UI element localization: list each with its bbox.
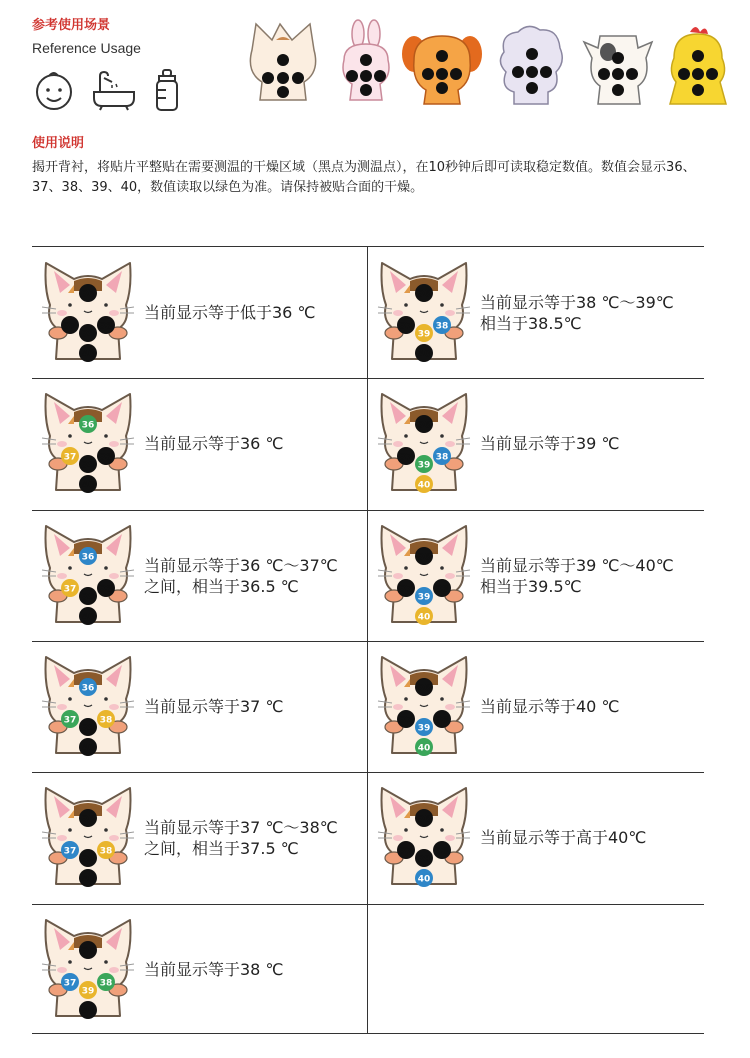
svg-text:39: 39 — [81, 592, 95, 603]
dot-40 — [79, 738, 97, 756]
reading-cell — [32, 510, 368, 641]
dot-37 — [397, 579, 415, 597]
reading-description — [144, 904, 366, 1035]
reading-cell — [32, 904, 368, 1035]
dot-38 — [97, 447, 115, 465]
svg-text:38: 38 — [435, 846, 449, 857]
reading-line: 相当于38.5℃ — [480, 313, 582, 333]
svg-text:40: 40 — [417, 874, 431, 885]
reading-cell — [32, 247, 368, 378]
dot-38 — [97, 579, 115, 597]
svg-text:39: 39 — [81, 723, 95, 734]
dot-36 — [79, 809, 97, 827]
dot-39 — [415, 718, 433, 736]
reading-line: 当前显示等于低于36 ℃ — [144, 303, 316, 322]
cow-mascot-icon — [584, 36, 652, 104]
svg-text:39: 39 — [81, 329, 95, 340]
instructions-body: 揭开背衬，将贴片平整贴在需要测温的干燥区域（黑点为测温点），在10秒钟后即可读取稳定数值。数值会显示36、37、38、39、40，数值读取以绿色为准。请保持被贴合面的干燥。 — [32, 160, 696, 195]
patch-cat-icon — [376, 653, 472, 761]
chick-mascot-icon — [670, 27, 726, 104]
reading-line: 当前显示等于39 ℃～40℃ — [480, 555, 674, 575]
svg-text:39: 39 — [81, 460, 95, 471]
svg-text:40: 40 — [417, 349, 431, 360]
svg-text:39: 39 — [417, 460, 431, 471]
svg-text:36: 36 — [81, 289, 95, 300]
usage-title: 参考使用场景 — [32, 18, 111, 33]
svg-text:40: 40 — [81, 1006, 95, 1017]
dot-39 — [79, 718, 97, 736]
patch-cat-icon — [376, 259, 472, 367]
svg-text:36: 36 — [81, 683, 95, 694]
svg-text:37: 37 — [399, 584, 413, 595]
reading-line: 当前显示等于36 ℃～37℃ — [144, 555, 338, 575]
dot-40 — [79, 1001, 97, 1019]
svg-text:40: 40 — [81, 480, 95, 491]
svg-text:38: 38 — [435, 584, 449, 595]
reading-cell — [368, 378, 704, 509]
dot-36 — [79, 284, 97, 302]
svg-text:36: 36 — [417, 683, 431, 694]
svg-text:37: 37 — [399, 846, 413, 857]
reading-description — [144, 772, 366, 903]
instructions-title: 使用说明 — [32, 136, 85, 151]
dot-40 — [415, 475, 433, 493]
reading-line: 当前显示等于40 ℃ — [480, 697, 620, 716]
dot-37 — [397, 447, 415, 465]
dot-38 — [97, 316, 115, 334]
svg-text:39: 39 — [417, 592, 431, 603]
patch-cat-icon — [376, 522, 472, 630]
dot-40 — [415, 869, 433, 887]
dot-39 — [415, 324, 433, 342]
reading-description — [480, 510, 702, 641]
patch-cat-icon — [40, 390, 136, 498]
svg-text:37: 37 — [399, 452, 413, 463]
rabbit-mascot-icon — [343, 20, 389, 100]
svg-text:37: 37 — [399, 321, 413, 332]
svg-text:37: 37 — [399, 715, 413, 726]
svg-text:40: 40 — [81, 743, 95, 754]
dot-40 — [79, 607, 97, 625]
dot-40 — [79, 344, 97, 362]
dot-36 — [415, 809, 433, 827]
svg-text:39: 39 — [81, 986, 95, 997]
dot-36 — [79, 678, 97, 696]
reading-cell — [368, 772, 704, 903]
dot-38 — [433, 579, 451, 597]
svg-text:40: 40 — [417, 612, 431, 623]
reading-cell — [368, 247, 704, 378]
svg-text:40: 40 — [81, 612, 95, 623]
svg-text:38: 38 — [435, 715, 449, 726]
dot-40 — [415, 738, 433, 756]
dot-39 — [79, 587, 97, 605]
dot-36 — [415, 547, 433, 565]
svg-text:40: 40 — [417, 480, 431, 491]
dot-37 — [61, 841, 79, 859]
cat-mascot-icon — [250, 24, 315, 100]
svg-text:36: 36 — [417, 289, 431, 300]
svg-text:40: 40 — [417, 743, 431, 754]
svg-text:36: 36 — [417, 420, 431, 431]
svg-text:37: 37 — [63, 715, 77, 726]
dot-36 — [79, 941, 97, 959]
dot-39 — [79, 455, 97, 473]
dot-38 — [433, 447, 451, 465]
dot-37 — [61, 710, 79, 728]
dot-37 — [397, 841, 415, 859]
patch-cat-icon — [376, 390, 472, 498]
dot-39 — [79, 324, 97, 342]
reading-description — [480, 641, 702, 772]
dot-39 — [415, 587, 433, 605]
svg-text:38: 38 — [435, 452, 449, 463]
reading-cell — [368, 641, 704, 772]
reading-line: 当前显示等于36 ℃ — [144, 434, 284, 453]
svg-text:36: 36 — [81, 420, 95, 431]
svg-text:38: 38 — [99, 715, 113, 726]
svg-text:40: 40 — [81, 349, 95, 360]
reading-description — [480, 247, 702, 378]
bathtub-icon — [90, 68, 138, 112]
dot-38 — [97, 973, 115, 991]
svg-text:37: 37 — [63, 584, 77, 595]
reading-description — [144, 247, 366, 378]
baby-face-icon — [32, 68, 76, 112]
dot-38 — [433, 316, 451, 334]
reading-line: 之间，相当于36.5 ℃ — [144, 576, 299, 596]
dog-mascot-icon — [402, 36, 482, 104]
dot-39 — [415, 849, 433, 867]
dot-36 — [79, 547, 97, 565]
patch-cat-icon — [376, 784, 472, 892]
dot-36 — [415, 678, 433, 696]
svg-text:38: 38 — [435, 321, 449, 332]
dot-40 — [415, 344, 433, 362]
reading-line: 当前显示等于37 ℃ — [144, 697, 284, 716]
svg-text:38: 38 — [99, 321, 113, 332]
dot-36 — [415, 284, 433, 302]
svg-text:37: 37 — [63, 978, 77, 989]
reading-line: 当前显示等于38 ℃ — [144, 960, 284, 979]
dot-39 — [79, 849, 97, 867]
svg-text:36: 36 — [81, 946, 95, 957]
svg-text:39: 39 — [81, 854, 95, 865]
dot-36 — [415, 415, 433, 433]
svg-text:40: 40 — [81, 874, 95, 885]
dot-37 — [61, 447, 79, 465]
mascot-row — [240, 18, 730, 106]
sheep-mascot-icon — [500, 26, 562, 104]
svg-text:39: 39 — [417, 854, 431, 865]
patch-cat-icon — [40, 522, 136, 630]
dot-36 — [79, 415, 97, 433]
baby-bottle-icon — [152, 68, 182, 112]
reading-line: 当前显示等于高于40℃ — [480, 828, 647, 847]
usage-title-en: Reference Usage — [32, 40, 141, 56]
reading-line: 当前显示等于37 ℃～38℃ — [144, 817, 338, 837]
dot-37 — [397, 316, 415, 334]
dot-37 — [61, 973, 79, 991]
svg-text:36: 36 — [81, 814, 95, 825]
dot-39 — [415, 455, 433, 473]
reading-cell — [32, 641, 368, 772]
svg-text:38: 38 — [99, 978, 113, 989]
reading-description — [144, 510, 366, 641]
svg-text:36: 36 — [417, 552, 431, 563]
reading-description — [144, 641, 366, 772]
reading-cell — [32, 772, 368, 903]
svg-text:39: 39 — [417, 329, 431, 340]
reading-description — [480, 772, 702, 903]
svg-text:36: 36 — [417, 814, 431, 825]
reading-description — [144, 378, 366, 509]
patch-cat-icon — [40, 916, 136, 1024]
patch-cat-icon — [40, 259, 136, 367]
dot-37 — [61, 579, 79, 597]
dot-37 — [397, 710, 415, 728]
reading-line: 当前显示等于39 ℃ — [480, 434, 620, 453]
dot-40 — [79, 869, 97, 887]
readings-table — [32, 246, 704, 1034]
svg-text:39: 39 — [417, 723, 431, 734]
reading-line: 相当于39.5℃ — [480, 576, 582, 596]
svg-text:36: 36 — [81, 552, 95, 563]
svg-text:38: 38 — [99, 846, 113, 857]
reading-cell — [368, 510, 704, 641]
dot-38 — [433, 841, 451, 859]
svg-text:37: 37 — [63, 452, 77, 463]
dot-38 — [97, 710, 115, 728]
dot-38 — [97, 841, 115, 859]
reading-cell — [32, 378, 368, 509]
svg-text:38: 38 — [99, 584, 113, 595]
dot-37 — [61, 316, 79, 334]
reading-description — [480, 378, 702, 509]
svg-text:37: 37 — [63, 846, 77, 857]
patch-cat-icon — [40, 784, 136, 892]
dot-38 — [433, 710, 451, 728]
dot-40 — [415, 607, 433, 625]
dot-39 — [79, 981, 97, 999]
reading-line: 之间，相当于37.5 ℃ — [144, 838, 299, 858]
reading-line: 当前显示等于38 ℃～39℃ — [480, 292, 674, 312]
svg-text:37: 37 — [63, 321, 77, 332]
dot-40 — [79, 475, 97, 493]
usage-icons — [32, 68, 182, 112]
svg-text:38: 38 — [99, 452, 113, 463]
patch-cat-icon — [40, 653, 136, 761]
